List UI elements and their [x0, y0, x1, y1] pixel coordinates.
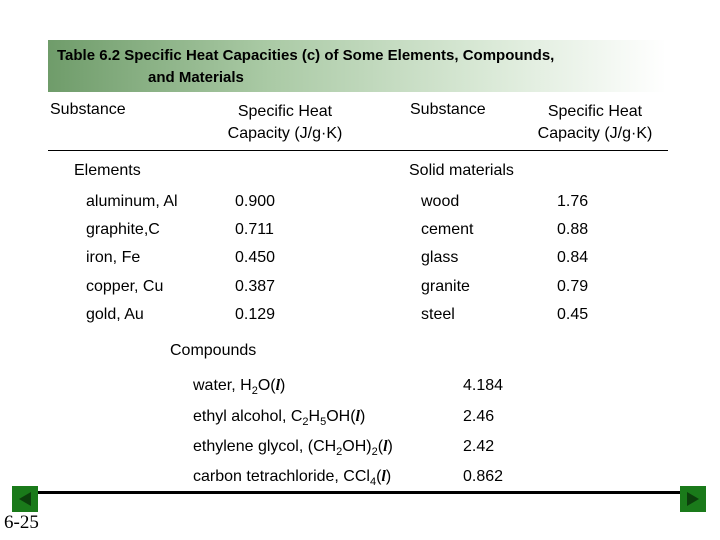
- header-substance-right: Substance: [410, 101, 486, 118]
- solid-name: steel: [421, 306, 455, 323]
- solid-value: 0.84: [557, 249, 589, 266]
- element-name: copper, Cu: [86, 278, 164, 295]
- element-name: gold, Au: [86, 306, 144, 323]
- element-name: graphite,C: [86, 221, 160, 238]
- solid-name: cement: [421, 221, 474, 238]
- header-heat-left-line-1: Specific Heat: [237, 103, 333, 120]
- header-substance-left: Substance: [50, 101, 126, 118]
- compound-name: carbon tetrachloride, CCl$_4$(l): [193, 468, 392, 488]
- section-solids-heading: Solid materials: [409, 162, 514, 179]
- compound-value: 4.184: [463, 377, 504, 394]
- arrow-right-icon: [680, 486, 706, 512]
- table-title-line-2: and Materials: [148, 69, 244, 86]
- solid-value: 0.88: [557, 221, 589, 238]
- solid-value: 0.45: [557, 306, 589, 323]
- element-value: 0.711: [235, 221, 274, 238]
- header-heat-right-line-1: Specific Heat: [547, 103, 643, 120]
- compound-value: 0.862: [463, 468, 504, 485]
- compound-value: 2.46: [463, 408, 495, 425]
- element-name: aluminum, Al: [86, 193, 178, 210]
- section-compounds-heading: Compounds: [170, 342, 257, 359]
- next-slide-button[interactable]: [680, 486, 706, 512]
- element-value: 0.900: [235, 193, 276, 210]
- compound-name: ethylene glycol, $(CH_2OH)_2(l)$: [193, 438, 393, 458]
- compound-value: 2.42: [463, 438, 495, 455]
- header-heat-right-line-2: Capacity (J/g·K): [537, 125, 653, 142]
- table-title-line-1: Table 6.2 Specific Heat Capacities (c) of Some Elements, Compounds,: [57, 47, 555, 64]
- element-value: 0.387: [235, 278, 276, 295]
- header-heat-capacity-right: [515, 101, 675, 145]
- element-name: iron, Fe: [86, 249, 141, 266]
- header-heat-capacity-left: [205, 101, 365, 145]
- compound-name: water, $H_2O(l)$: [193, 377, 286, 397]
- solid-name: glass: [421, 249, 459, 266]
- element-value: 0.129: [235, 306, 276, 323]
- arrow-left-icon: [12, 486, 38, 512]
- element-value: 0.450: [235, 249, 276, 266]
- page-number: 6-25: [4, 512, 39, 533]
- solid-value: 1.76: [557, 193, 589, 210]
- solid-name: wood: [421, 193, 460, 210]
- header-divider: [48, 150, 668, 151]
- bottom-rule: [38, 491, 680, 494]
- section-elements-heading: Elements: [74, 162, 141, 179]
- compound-name: ethyl alcohol, $C_2H_5OH(l)$: [193, 408, 366, 428]
- previous-slide-button[interactable]: [12, 486, 38, 512]
- header-heat-left-line-2: Capacity (J/g·K): [227, 125, 343, 142]
- solid-name: granite: [421, 278, 470, 295]
- solid-value: 0.79: [557, 278, 589, 295]
